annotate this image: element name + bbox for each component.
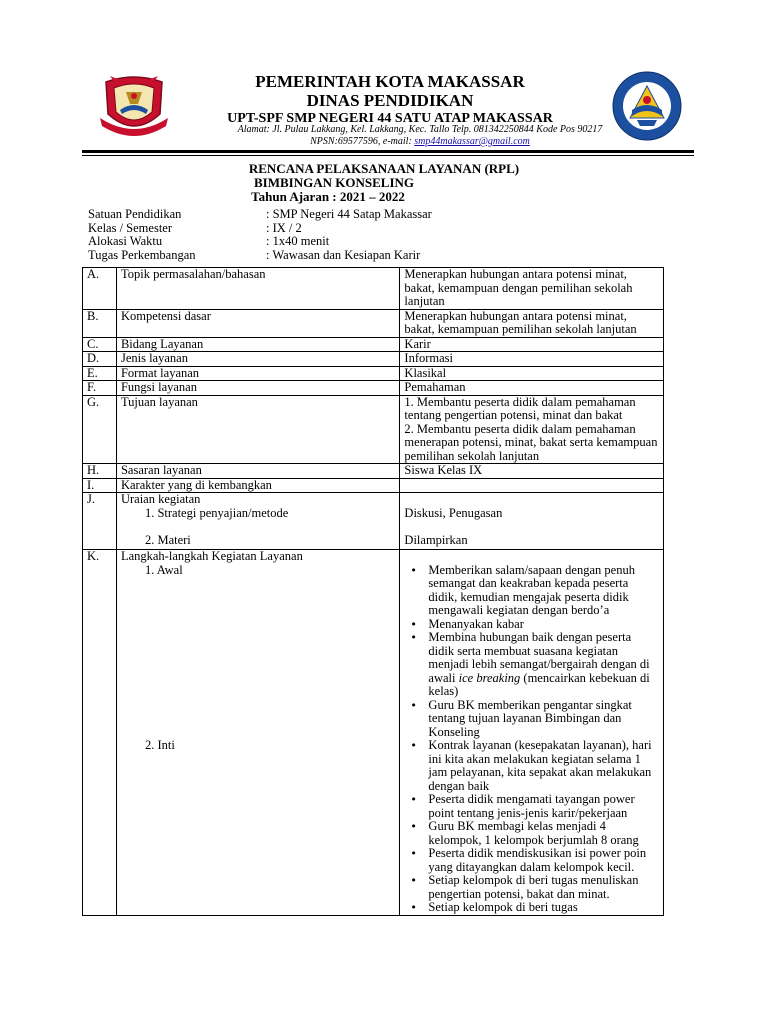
info-value: : 1x40 menit: [266, 234, 330, 248]
rpl-table: [82, 267, 664, 916]
info-value: : Wawasan dan Kesiapan Karir: [266, 247, 421, 262]
uraian-sub-2: 2. Materi: [144, 532, 191, 547]
info-row: [88, 249, 432, 263]
list-item: • Membina hubungan baik dengan peserta didik serta membuat suasana kegiatan menjadi lebih semangat/bergairah dengan di awali ice breaking (mencairkan kebekuan di kelas): [404, 631, 659, 699]
list-item: • Peserta didik mengamati tayangan power point tentang jenis-jenis karir/pekerjaan: [404, 793, 659, 820]
row-label: Tujuan layanan: [116, 395, 399, 464]
row-label: [116, 493, 399, 550]
row-value: [400, 395, 664, 464]
header-rule-thin: [82, 155, 694, 156]
title-line-1: RENCANA PELAKSANAAN LAYANAN (RPL): [248, 161, 520, 176]
langkah-sub-awal: 1. Awal: [144, 562, 183, 577]
goal-1: 1. Membantu peserta didik dalam pemahaman tentang pengertian potensi, minat dan bakat: [404, 394, 636, 422]
list-item: • Kontrak layanan (kesepakatan layanan), hari ini kita akan melakukan kegiatan selama 1 jam pelayanan, kita sepakat akan melakukan dengan baik: [404, 739, 659, 793]
list-item: • Peserta didik mendiskusikan isi power poin yang ditayangkan dalam kelompok kecil.: [404, 847, 659, 874]
table-row: [83, 352, 664, 367]
title-line-2: BIMBINGAN KONSELING: [254, 175, 414, 190]
info-row: [88, 235, 432, 249]
row-label: Jenis layanan: [116, 352, 399, 367]
row-label: Fungsi layanan: [116, 381, 399, 396]
letterhead: [0, 60, 768, 152]
row-value: [400, 493, 664, 550]
info-key: Tugas Perkembangan: [88, 247, 196, 262]
row-code: A.: [83, 268, 117, 310]
row-code: E.: [83, 366, 117, 381]
list-item: • Setiap kelompok di beri tugas menuliskan pengertian potensi, bakat dan minat.: [404, 874, 659, 901]
row-code: D.: [83, 352, 117, 367]
row-value: Pemahaman: [400, 381, 664, 396]
table-row: [83, 493, 664, 550]
uraian-sub-1: 1. Strategi penyajian/metode: [144, 505, 289, 520]
header-email-link[interactable]: smp44makassar@gmail.com: [414, 136, 530, 147]
table-row: [83, 550, 664, 916]
table-row: [83, 395, 664, 464]
list-item: • Setiap kelompok di beri tugas: [404, 901, 659, 915]
table-row: [83, 366, 664, 381]
info-key: Alokasi Waktu: [88, 234, 163, 248]
row-code: I.: [83, 478, 117, 493]
uraian-label: Uraian kegiatan: [120, 492, 201, 506]
table-row: [83, 381, 664, 396]
row-code: B.: [83, 309, 117, 337]
info-value: : IX / 2: [266, 220, 302, 235]
table-row: [83, 337, 664, 352]
list-item: • Guru BK membagi kelas menjadi 4 kelompok, 1 kelompok berjumlah 8 orang: [404, 820, 659, 847]
document-title: [0, 162, 768, 204]
header-address: Alamat: Jl. Pulau Lakkang, Kel. Lakkang, Kec. Tallo Telp. 081342250844 Kode Pos 90217: [237, 124, 603, 135]
row-label: Karakter yang di kembangkan: [116, 478, 399, 493]
row-code: G.: [83, 395, 117, 464]
list-item: • Guru BK memberikan pengantar singkat tentang tujuan layanan Bimbingan dan Konseling: [404, 699, 659, 740]
row-label: Kompetensi dasar: [116, 309, 399, 337]
info-row: [88, 222, 432, 236]
row-label: Format layanan: [116, 366, 399, 381]
goal-2: 2. Membantu peserta didik dalam pemahaman menerapan potensi, minat, bakat serta kemampuan pemilihan sekolah lanjutan: [404, 421, 658, 463]
info-key: Satuan Pendidikan: [88, 207, 182, 221]
header-npsn: NPSN:69577596, e-mail:: [310, 136, 415, 147]
info-key: Kelas / Semester: [88, 220, 173, 235]
row-value: Siswa Kelas IX: [400, 464, 664, 479]
uraian-val-1: Diskusi, Penugasan: [404, 505, 503, 520]
activity-list: [404, 564, 659, 915]
title-line-3: Tahun Ajaran : 2021 – 2022: [251, 189, 405, 204]
table-row: [83, 478, 664, 493]
row-label: Sasaran layanan: [116, 464, 399, 479]
row-label: [116, 550, 399, 916]
table-row: [83, 309, 664, 337]
row-code: H.: [83, 464, 117, 479]
row-code: F.: [83, 381, 117, 396]
row-code: K.: [83, 550, 117, 916]
uraian-val-2: Dilampirkan: [404, 532, 468, 547]
row-label: Bidang Layanan: [116, 337, 399, 352]
table-row: [83, 464, 664, 479]
header-contact: [190, 136, 650, 148]
info-value: : SMP Negeri 44 Satap Makassar: [266, 207, 432, 221]
table-row: [83, 268, 664, 310]
row-value: Karir: [400, 337, 664, 352]
identity-block: [88, 208, 432, 262]
langkah-label: Langkah-langkah Kegiatan Layanan: [120, 549, 303, 563]
info-row: [88, 208, 432, 222]
langkah-sub-inti: 2. Inti: [144, 738, 175, 752]
header-government: PEMERINTAH KOTA MAKASSAR: [255, 72, 525, 91]
list-item: • Memberikan salam/sapaan dengan penuh semangat dan keakraban kepada peserta didik, kemudian mengajak peserta didik mengawali kegiatan dengan berdo’a: [404, 564, 659, 618]
header-school: UPT-SPF SMP NEGERI 44 SATU ATAP MAKASSAR: [227, 111, 553, 126]
row-value: Klasikal: [400, 366, 664, 381]
row-value: [400, 478, 664, 493]
city-crest-logo: [96, 70, 172, 142]
row-value: Informasi: [400, 352, 664, 367]
row-value: Menerapkan hubungan antara potensi minat, bakat, kemampuan pemilihan sekolah lanjutan: [400, 309, 664, 337]
row-code: C.: [83, 337, 117, 352]
row-value: Menerapkan hubungan antara potensi minat, bakat, kemampuan dengan pemilihan sekolah lanjutan: [400, 268, 664, 310]
list-item: • Menanyakan kabar: [404, 618, 659, 632]
row-label: Topik permasalahan/bahasan: [116, 268, 399, 310]
header-department: DINAS PENDIDIKAN: [306, 91, 474, 110]
row-code: J.: [83, 493, 117, 550]
row-value: [400, 550, 664, 916]
header-rule-thick: [82, 150, 694, 153]
